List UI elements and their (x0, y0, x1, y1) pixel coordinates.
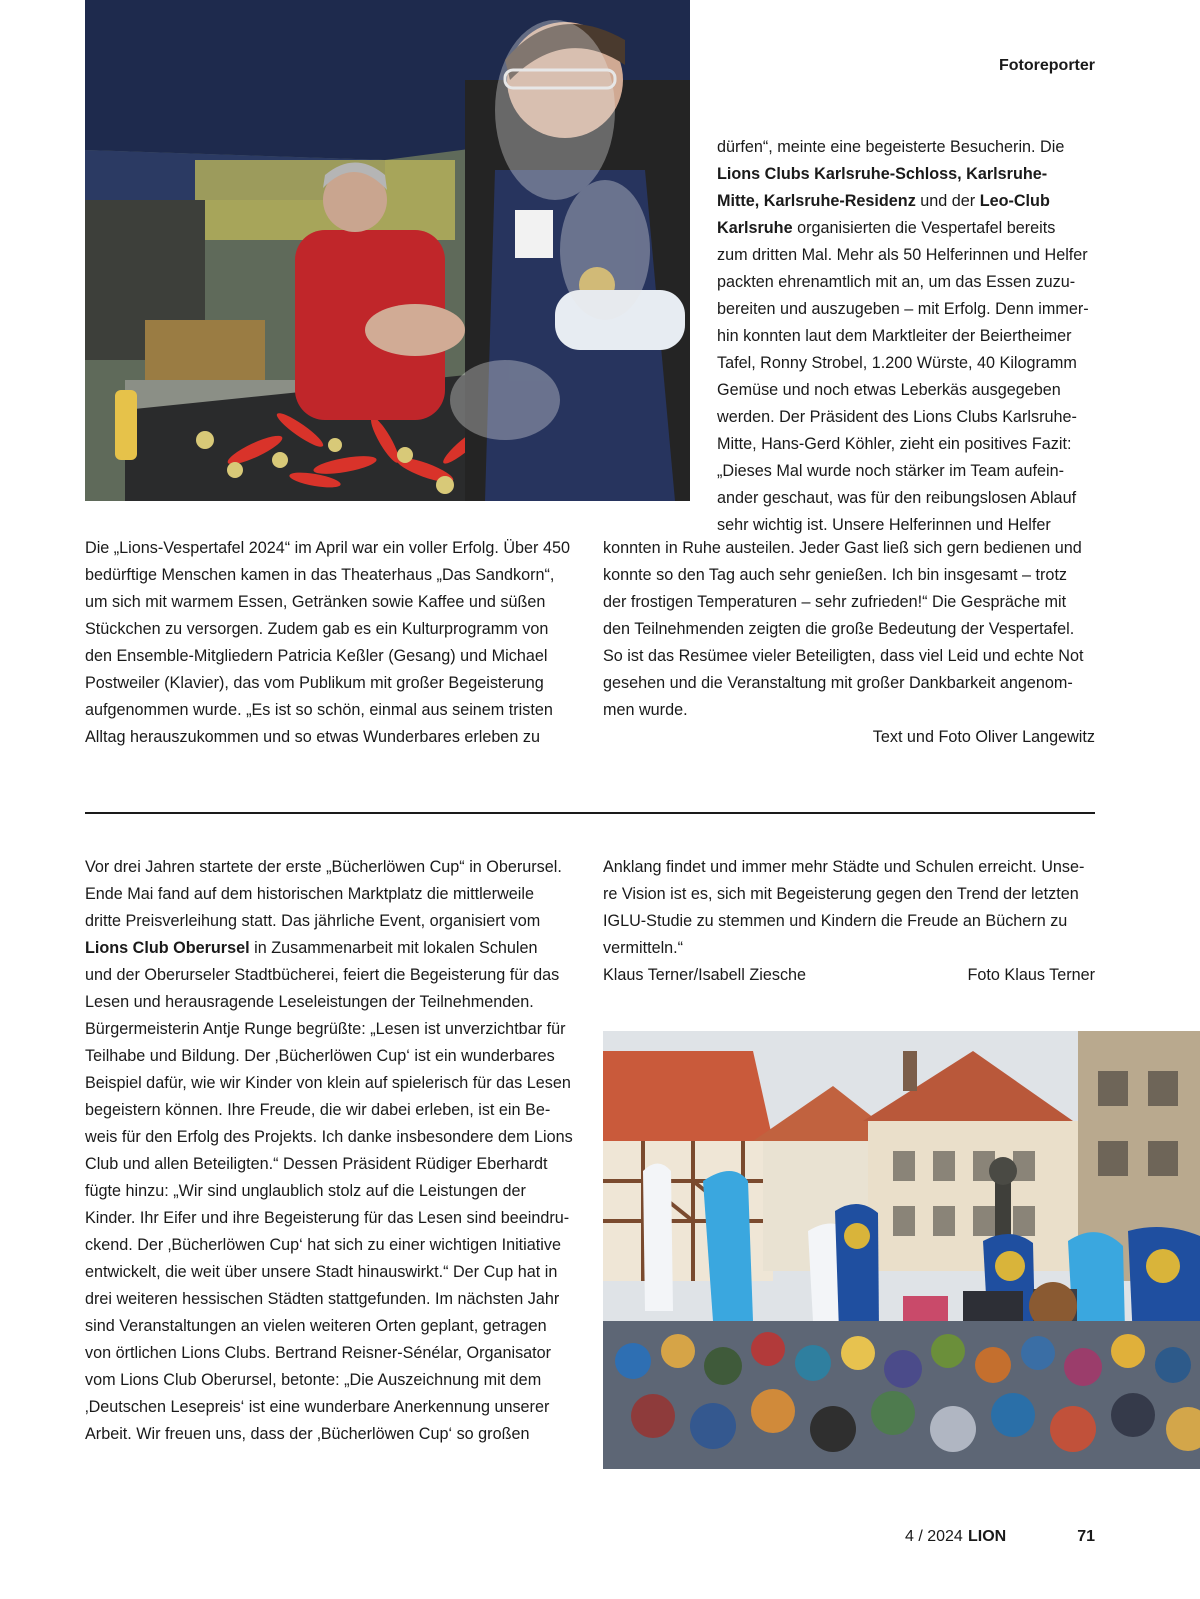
text-line: ander geschaut, was für den reibungslosen Ablauf (717, 489, 1077, 507)
text-line: konnten in Ruhe austeilen. Jeder Gast ließ sich gern bedienen und (603, 539, 1082, 557)
footer-magazine: LION (968, 1528, 1007, 1545)
article1-credit: Text und Foto Oliver Langewitz (872, 728, 1095, 746)
text-line: Karlsruhe organisierten die Vespertafel bereits (717, 219, 1056, 237)
text-line: drei weiteren hessischen Städten stattgefunden. Im nächsten Jahr (85, 1290, 560, 1308)
text-line: re Vision ist es, sich mit Begeisterung gegen den Trend der letzten (603, 885, 1079, 903)
text-line: den Ensemble-Mitgliedern Patricia Keßler (Gesang) und Michael (85, 647, 548, 665)
bold-name: Leo-Club (979, 192, 1050, 210)
text-line: „Dieses Mal wurde noch stärker im Team aufein- (717, 462, 1064, 480)
text-line: der frostigen Temperaturen – sehr zufrieden!“ Die Gespräche mit (603, 593, 1067, 611)
vespertafel-grill-photo (85, 0, 690, 501)
buecherloewen-cup-illustration (603, 1031, 1200, 1469)
article1-right-column-top (717, 134, 1095, 539)
section-label: Fotoreporter (999, 57, 1095, 74)
article1-right-column-bottom (603, 535, 1095, 751)
footer-issue: 4 / 2024 (905, 1528, 963, 1545)
text-line: werden. Der Präsident des Lions Clubs Karlsruhe- (717, 408, 1077, 426)
bold-name: Karlsruhe (717, 219, 793, 237)
text-line: Alltag herauszukommen und so etwas Wunderbares erleben zu (85, 728, 541, 746)
text-line: bedürftige Menschen kamen in das Theaterhaus „Das Sandkorn“, (85, 566, 555, 584)
text-line: Beispiel dafür, wie wir Kinder von klein auf spielerisch für das Lesen (85, 1074, 571, 1092)
text-line: Gemüse und noch etwas Leberkäs ausgegeben (717, 381, 1061, 399)
text-line: Vor drei Jahren startete der erste „Bücherlöwen Cup“ in Oberursel. (85, 858, 562, 876)
text-line: den Teilnehmenden zeigten die große Bedeutung der Vespertafel. (603, 620, 1075, 638)
article1-right-bottom-lines (603, 535, 1095, 724)
text-line: Stückchen zu versorgen. Zudem gab es ein Kulturprogramm von (85, 620, 549, 638)
bold-name: Mitte, Karlsruhe-Residenz (717, 192, 916, 210)
text-line: hin konnten laut dem Marktleiter der Beiertheimer (717, 327, 1072, 345)
text-line: Ende Mai fand auf dem historischen Marktplatz die mittlerweile (85, 885, 534, 903)
page-number: 71 (1077, 1528, 1095, 1545)
text-line: Tafel, Ronny Strobel, 1.200 Würste, 40 Kilogramm (717, 354, 1077, 372)
text-line: Lions Club Oberursel in Zusammenarbeit mit lokalen Schulen (85, 939, 538, 957)
text-line: Mitte, Karlsruhe-Residenz und der Leo-Club (717, 192, 1050, 210)
text-line: men wurde. (603, 701, 688, 719)
article1-right-top-lines (717, 134, 1095, 539)
text-line: gesehen und die Veranstaltung mit großer Dankbarkeit angenom- (603, 674, 1073, 692)
text-line: ckend. Der ‚Bücherlöwen Cup‘ hat sich zu einer wichtigen Initiative (85, 1236, 561, 1254)
text-line: bereiten und auszugeben – mit Erfolg. Denn immer- (717, 300, 1089, 318)
text-line: Postweiler (Klavier), das vom Publikum mit großer Begeisterung (85, 674, 544, 692)
buecherloewen-cup-photo (603, 1031, 1200, 1469)
text-line (717, 161, 1095, 188)
text-line: entwickelt, die weit über unsere Stadt hinauswirkt.“ Der Cup hat in (85, 1263, 558, 1281)
text-line: ‚Deutschen Lesepreis‘ ist eine wunderbare Anerkennung unserer (85, 1398, 550, 1416)
article2-authors: Klaus Terner/Isabell Ziesche (603, 966, 807, 984)
text-line: fügte hinzu: „Wir sind unglaublich stolz auf die Leistungen der (85, 1182, 526, 1200)
article2-left-lines (85, 854, 573, 1448)
text-line: und der Oberurseler Stadtbücherei, feiert die Begeisterung für das (85, 966, 560, 984)
text-line: sind Veranstaltungen an vielen weiteren Orten geplant, getragen (85, 1317, 547, 1335)
text-line: begeistern können. Ihre Freude, die wir dabei erleben, ist ein Be- (85, 1101, 551, 1119)
text-line: vom Lions Club Oberursel, betonte: „Die Auszeichnung mit dem (85, 1371, 542, 1389)
article2-photo-credit: Foto Klaus Terner (967, 966, 1095, 984)
bold-name: Lions Club Oberursel (85, 939, 250, 957)
text-line: weis für den Erfolg des Projekts. Ich danke insbesondere dem Lions (85, 1128, 573, 1146)
text-line: Lesen und herausragende Leseleistungen der Teilnehmenden. (85, 993, 534, 1011)
text-line: aufgenommen wurde. „Es ist so schön, einmal aus seinem tristen (85, 701, 553, 719)
text-line: Teilhabe und Bildung. Der ‚Bücherlöwen Cup‘ ist ein wunderbares (85, 1047, 555, 1065)
article1-left-lines (85, 535, 573, 751)
text-line: konnte so den Tag auch sehr genießen. Ich bin insgesamt – trotz (603, 566, 1068, 584)
text-line: packten ehrenamtlich mit an, um das Essen zuzu- (717, 273, 1076, 291)
vespertafel-grill-illustration (85, 0, 690, 501)
text-line: Arbeit. Wir freuen uns, dass der ‚Bücherlöwen Cup‘ so großen (85, 1425, 530, 1443)
text-line: Anklang findet und immer mehr Städte und Schulen erreicht. Unse- (603, 858, 1085, 876)
article1-left-column (85, 535, 573, 751)
text-line: dritte Preisverleihung statt. Das jährliche Event, organisiert vom (85, 912, 541, 930)
text-line: um sich mit warmem Essen, Getränken sowie Kaffee und süßen (85, 593, 546, 611)
text-line: Bürgermeisterin Antje Runge begrüßte: „Lesen ist unverzichtbar für (85, 1020, 566, 1038)
article2-byline (603, 962, 1095, 989)
text-line: IGLU-Studie zu stemmen und Kindern die Freude an Büchern zu (603, 912, 1068, 930)
text-line: dürfen“, meinte eine begeisterte Besucherin. Die (717, 138, 1065, 156)
article2-left-column (85, 854, 573, 1448)
text-line: von örtlichen Lions Clubs. Bertrand Reisner-Sénélar, Organisator (85, 1344, 552, 1362)
bold-name: Lions Clubs Karlsruhe-Schloss, Karlsruhe- (717, 165, 1048, 183)
text-line: vermitteln.“ (603, 939, 684, 957)
article2-right-lines (603, 854, 1095, 962)
text-line: zum dritten Mal. Mehr als 50 Helferinnen und Helfer (717, 246, 1088, 264)
text-line: So ist das Resümee vieler Beteiligten, dass viel Leid und echte Not (603, 647, 1084, 665)
text-line: Mitte, Hans-Gerd Köhler, zieht ein positives Fazit: (717, 435, 1072, 453)
section-divider (85, 812, 1095, 814)
text-line: Die „Lions-Vespertafel 2024“ im April war ein voller Erfolg. Über 450 (85, 539, 570, 557)
text-line: Club und allen Beteiligten.“ Dessen Präsident Rüdiger Eberhardt (85, 1155, 548, 1173)
text-line: sehr wichtig ist. Unsere Helferinnen und Helfer (717, 516, 1051, 534)
text-line: Kinder. Ihr Eifer und ihre Begeisterung für das Lesen sind beeindru- (85, 1209, 570, 1227)
article2-right-column (603, 854, 1095, 989)
